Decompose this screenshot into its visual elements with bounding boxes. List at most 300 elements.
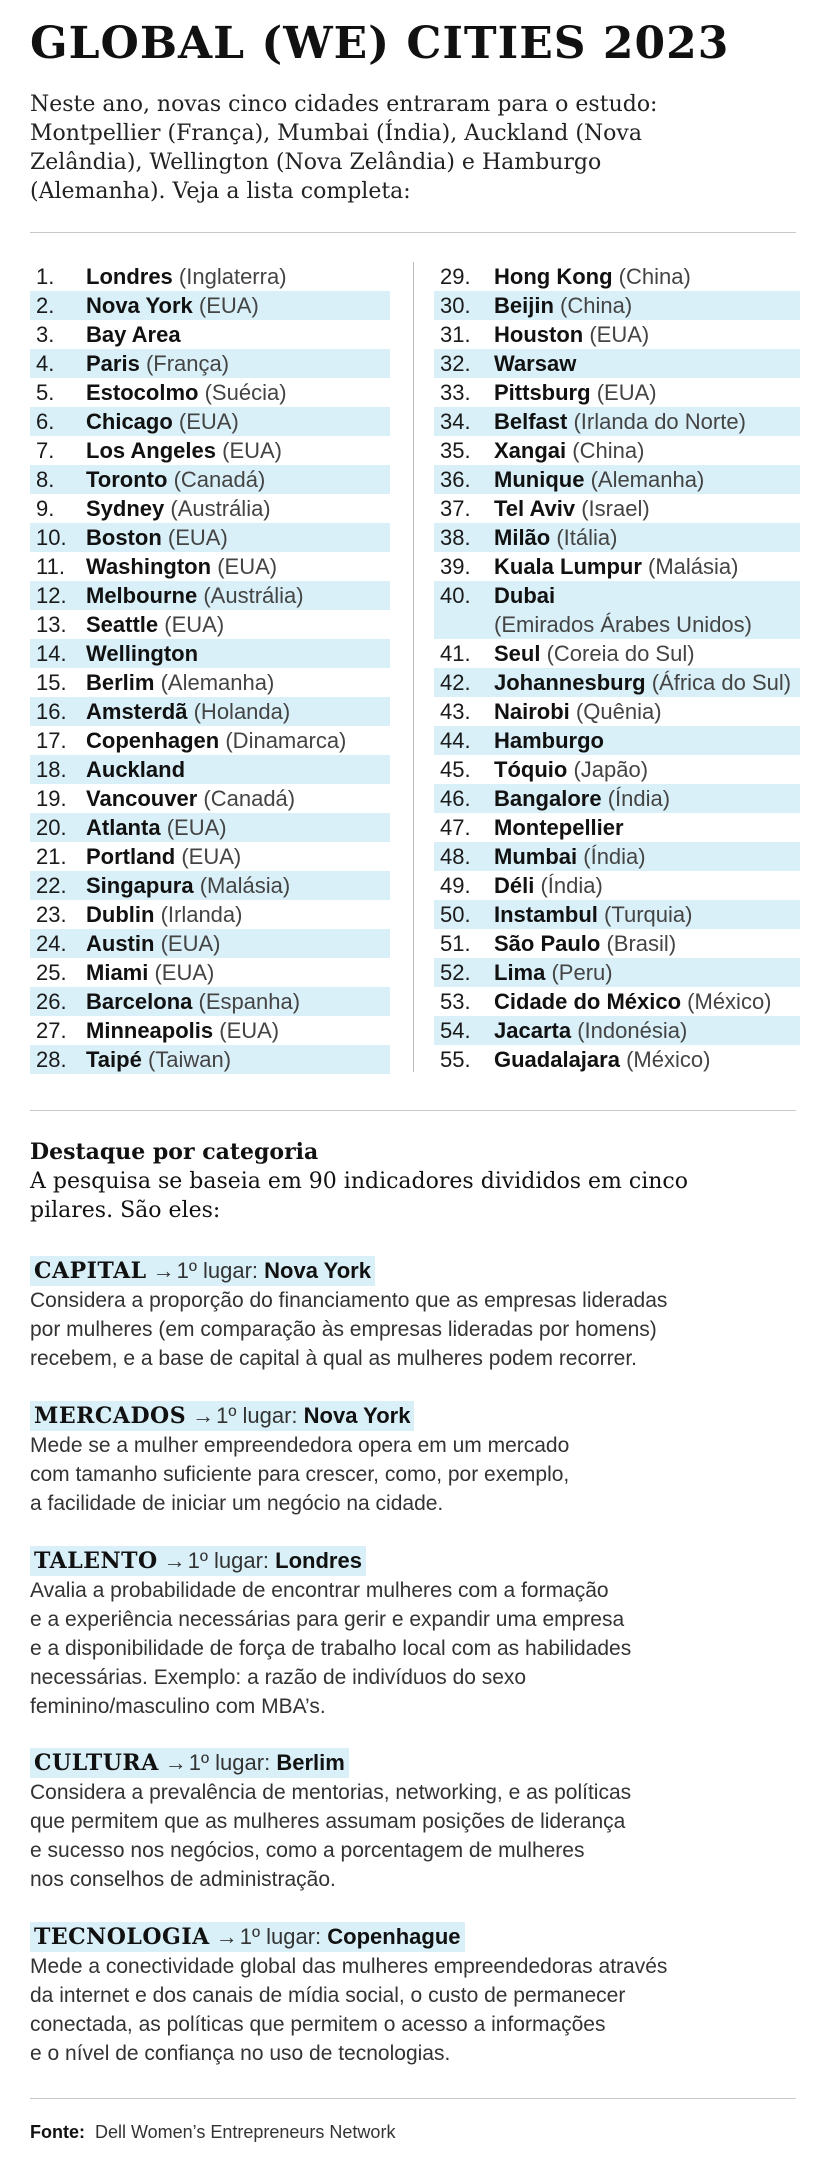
ranking-row bbox=[30, 262, 390, 291]
city-name: Kuala Lumpur bbox=[494, 554, 642, 579]
ranking-position: 16. bbox=[36, 699, 67, 724]
divider-top bbox=[30, 232, 796, 233]
category-description: Mede a conectividade global das mulheres empreendedoras através da internet e dos canais de mídia social, o custo de permanecer conectada, as políticas que permitem o acesso a informações e o nível de confiança no uso de tecnologias. bbox=[30, 1955, 668, 2065]
city-name: Washington bbox=[86, 554, 212, 579]
ranking-position: 19. bbox=[36, 786, 67, 811]
city-name: Tel Aviv bbox=[494, 496, 576, 521]
ranking-row bbox=[434, 726, 800, 755]
city-name: Guadalajara bbox=[494, 1047, 620, 1072]
city-name: Xangai bbox=[494, 438, 567, 463]
ranking-entry bbox=[434, 262, 800, 291]
ranking-entry bbox=[434, 291, 800, 320]
ranking-position: 28. bbox=[36, 1047, 67, 1072]
country-name: (África do Sul) bbox=[651, 670, 792, 695]
ranking-row bbox=[30, 668, 390, 697]
category-capital bbox=[30, 1256, 790, 1373]
ranking-entry bbox=[30, 465, 390, 494]
arrow-right-icon: → bbox=[192, 1403, 215, 1428]
ranking-row bbox=[30, 378, 390, 407]
city-name: Portland bbox=[86, 844, 176, 869]
city-name: Nairobi bbox=[494, 699, 570, 724]
ranking-row bbox=[30, 610, 390, 639]
ranking-entry bbox=[30, 929, 390, 958]
city-name: Hamburgo bbox=[494, 728, 604, 753]
ranking-column-right bbox=[434, 262, 800, 1074]
ranking-row bbox=[434, 697, 800, 726]
ranking-position: 52. bbox=[440, 960, 471, 985]
ranking-row bbox=[434, 1045, 800, 1074]
ranking-position: 23. bbox=[36, 902, 67, 927]
city-name: Estocolmo bbox=[86, 380, 199, 405]
country-name: (EUA) bbox=[166, 815, 227, 840]
ranking-row bbox=[30, 552, 390, 581]
country-name: (Holanda) bbox=[193, 699, 291, 724]
source-label: Fonte: bbox=[30, 2122, 85, 2142]
ranking-entry bbox=[434, 987, 800, 1016]
city-name: Melbourne bbox=[86, 583, 198, 608]
city-name: Atlanta bbox=[86, 815, 161, 840]
ranking-position: 39. bbox=[440, 554, 471, 579]
categories-subheading: A pesquisa se baseia em 90 indicadores divididos em cinco pilares. São eles: bbox=[30, 1169, 688, 1223]
country-name: (Peru) bbox=[551, 960, 613, 985]
ranking-position: 44. bbox=[440, 728, 471, 753]
city-name: Austin bbox=[86, 931, 155, 956]
category-winner: Copenhague bbox=[327, 1924, 461, 1949]
place-label: 1º lugar: bbox=[239, 1924, 322, 1949]
ranking-position: 34. bbox=[440, 409, 471, 434]
city-name: Vancouver bbox=[86, 786, 198, 811]
city-name: Bangalore bbox=[494, 786, 602, 811]
ranking-row bbox=[434, 407, 800, 436]
ranking-entry bbox=[30, 726, 390, 755]
ranking-entry bbox=[434, 407, 800, 436]
city-name: Seattle bbox=[86, 612, 159, 637]
country-name: (Alemanha) bbox=[590, 467, 705, 492]
ranking-position: 10. bbox=[36, 525, 67, 550]
ranking-row bbox=[434, 320, 800, 349]
ranking-position: 2. bbox=[36, 293, 55, 318]
ranking-position: 18. bbox=[36, 757, 67, 782]
city-name: Barcelona bbox=[86, 989, 193, 1014]
ranking-row bbox=[30, 784, 390, 813]
city-name: Londres bbox=[86, 264, 173, 289]
category-name: TECNOLOGIA bbox=[34, 1924, 210, 1950]
country-name: (Suécia) bbox=[204, 380, 287, 405]
city-name: Houston bbox=[494, 322, 584, 347]
city-name: Johannesburg bbox=[494, 670, 646, 695]
ranking-row bbox=[434, 842, 800, 871]
ranking-row bbox=[434, 494, 800, 523]
arrow-right-icon: → bbox=[163, 1548, 186, 1573]
ranking-entry bbox=[30, 291, 390, 320]
country-name: (Alemanha) bbox=[160, 670, 275, 695]
ranking-position: 1. bbox=[36, 264, 55, 289]
ranking-row bbox=[30, 987, 390, 1016]
ranking-position: 33. bbox=[440, 380, 471, 405]
country-name: (EUA) bbox=[217, 554, 278, 579]
ranking-entry bbox=[434, 523, 800, 552]
category-header bbox=[30, 1546, 366, 1576]
ranking-entry bbox=[434, 726, 800, 755]
country-name: (Canadá) bbox=[173, 467, 266, 492]
country-name: (França) bbox=[145, 351, 230, 376]
ranking-entry bbox=[30, 813, 390, 842]
category-description: Mede se a mulher empreendedora opera em um mercado com tamanho suficiente para crescer, como, por exemplo, a facilidade de iniciar um negócio na cidade. bbox=[30, 1434, 570, 1515]
ranking-entry bbox=[434, 668, 800, 697]
ranking-position: 43. bbox=[440, 699, 471, 724]
city-name: Bay Area bbox=[86, 322, 181, 347]
ranking-entry bbox=[30, 639, 390, 668]
ranking-row bbox=[434, 813, 800, 842]
ranking-entry bbox=[30, 320, 390, 349]
ranking-row bbox=[434, 639, 800, 668]
ranking-position: 42. bbox=[440, 670, 471, 695]
city-name: Wellington bbox=[86, 641, 199, 666]
city-name: Tóquio bbox=[494, 757, 568, 782]
country-name: (Turquia) bbox=[604, 902, 693, 927]
ranking-position: 30. bbox=[440, 293, 471, 318]
ranking-row bbox=[434, 552, 800, 581]
city-name: Beijin bbox=[494, 293, 554, 318]
ranking-column-left bbox=[30, 262, 390, 1074]
ranking-entry bbox=[434, 1045, 800, 1074]
ranking-position: 9. bbox=[36, 496, 55, 521]
country-name: (EUA) bbox=[589, 322, 650, 347]
ranking-position: 50. bbox=[440, 902, 471, 927]
ranking-entry bbox=[30, 610, 390, 639]
city-name: Singapura bbox=[86, 873, 194, 898]
country-name: (Indonésia) bbox=[577, 1018, 688, 1043]
ranking-entry bbox=[434, 465, 800, 494]
ranking-row bbox=[30, 465, 390, 494]
ranking-position: 15. bbox=[36, 670, 67, 695]
ranking-position: 48. bbox=[440, 844, 471, 869]
ranking-position: 14. bbox=[36, 641, 67, 666]
city-name: Minneapolis bbox=[86, 1018, 214, 1043]
ranking-row bbox=[30, 320, 390, 349]
ranking-entry bbox=[30, 1016, 390, 1045]
country-name: (Itália) bbox=[556, 525, 618, 550]
category-description: Considera a prevalência de mentorias, networking, e as políticas que permitem que as mulheres assumam posições de liderança e sucesso nos negócios, como a porcentagem de mulheres nos conselhos de administração. bbox=[30, 1781, 632, 1891]
ranking-row bbox=[30, 523, 390, 552]
ranking-row bbox=[30, 349, 390, 378]
ranking-row bbox=[30, 726, 390, 755]
ranking-row bbox=[30, 1045, 390, 1074]
country-name: (China) bbox=[560, 293, 633, 318]
ranking-position: 53. bbox=[440, 989, 471, 1014]
country-name: (EUA) bbox=[164, 612, 225, 637]
ranking-position: 31. bbox=[440, 322, 471, 347]
ranking-position: 32. bbox=[440, 351, 471, 376]
ranking-position: 49. bbox=[440, 873, 471, 898]
ranking-position: 38. bbox=[440, 525, 471, 550]
ranking-entry bbox=[30, 407, 390, 436]
source-text: Dell Women’s Entrepreneurs Network bbox=[94, 2122, 396, 2142]
ranking-row bbox=[434, 668, 800, 697]
city-name: São Paulo bbox=[494, 931, 601, 956]
divider-bottom bbox=[30, 2098, 796, 2099]
ranking-entry bbox=[434, 755, 800, 784]
city-name: Auckland bbox=[86, 757, 186, 782]
city-name: Instambul bbox=[494, 902, 598, 927]
arrow-right-icon: → bbox=[164, 1750, 187, 1775]
city-name: Déli bbox=[494, 873, 535, 898]
city-name: Dublin bbox=[86, 902, 155, 927]
category-header bbox=[30, 1748, 349, 1778]
ranking-entry bbox=[434, 378, 800, 407]
ranking-position: 29. bbox=[440, 264, 471, 289]
country-name: (China) bbox=[618, 264, 691, 289]
ranking-position: 47. bbox=[440, 815, 471, 840]
ranking-row bbox=[434, 436, 800, 465]
city-name: Milão bbox=[494, 525, 551, 550]
ranking-entry bbox=[30, 697, 390, 726]
country-name: (México) bbox=[626, 1047, 711, 1072]
ranking-row bbox=[434, 929, 800, 958]
ranking-row bbox=[30, 639, 390, 668]
ranking-entry bbox=[30, 900, 390, 929]
ranking-entry bbox=[30, 987, 390, 1016]
country-name: (Espanha) bbox=[198, 989, 301, 1014]
ranking-entry bbox=[434, 1016, 800, 1045]
country-name: (Malásia) bbox=[648, 554, 739, 579]
ranking-row bbox=[30, 436, 390, 465]
ranking-position: 11. bbox=[36, 554, 65, 579]
place-label: 1º lugar: bbox=[216, 1403, 298, 1428]
country-name: (EUA) bbox=[219, 1018, 280, 1043]
ranking-row bbox=[30, 958, 390, 987]
ranking-position: 27. bbox=[36, 1018, 67, 1043]
arrow-right-icon: → bbox=[152, 1258, 175, 1283]
page-title: GLOBAL (WE) CITIES 2023 bbox=[30, 18, 730, 69]
city-name: Mumbai bbox=[494, 844, 578, 869]
ranking-row bbox=[30, 581, 390, 610]
ranking-position: 25. bbox=[36, 960, 67, 985]
ranking-row bbox=[30, 755, 390, 784]
ranking-position: 22. bbox=[36, 873, 67, 898]
country-name: (Malásia) bbox=[199, 873, 291, 898]
ranking-entry bbox=[434, 349, 800, 378]
country-name: (Inglaterra) bbox=[178, 264, 287, 289]
ranking-row bbox=[434, 871, 800, 900]
ranking-row bbox=[434, 262, 800, 291]
ranking-position: 41. bbox=[440, 641, 471, 666]
category-winner: Londres bbox=[275, 1548, 362, 1573]
category-description: Avalia a probabilidade de encontrar mulheres com a formação e a experiência necessárias para gerir e expandir uma empresa e a disponibilidade de força de trabalho local com as habilidades necessárias. Exemplo: a razão de indivíduos do sexo feminino/masculino com MBA’s. bbox=[30, 1579, 632, 1718]
country-name: (EUA) bbox=[222, 438, 283, 463]
city-name: Amsterdã bbox=[86, 699, 188, 724]
ranking-row bbox=[30, 291, 390, 320]
country-name: (Índia) bbox=[540, 873, 603, 898]
country-name: (Taiwan) bbox=[147, 1047, 232, 1072]
place-label: 1º lugar: bbox=[188, 1750, 271, 1775]
category-name: CULTURA bbox=[34, 1750, 159, 1776]
city-name: Pittsburg bbox=[494, 380, 591, 405]
ranking-row bbox=[30, 900, 390, 929]
ranking-position: 17. bbox=[36, 728, 67, 753]
ranking-entry bbox=[30, 494, 390, 523]
country-name: (Índia) bbox=[607, 786, 671, 811]
ranking-position: 13. bbox=[36, 612, 67, 637]
ranking-row bbox=[434, 378, 800, 407]
ranking-row bbox=[434, 523, 800, 552]
country-name: (Dinamarca) bbox=[225, 728, 347, 753]
ranking-row bbox=[434, 349, 800, 378]
city-name: Copenhagen bbox=[86, 728, 220, 753]
category-name: MERCADOS bbox=[34, 1403, 187, 1429]
categories-section-title bbox=[30, 1138, 730, 1225]
ranking-row bbox=[434, 755, 800, 784]
city-name: Hong Kong bbox=[494, 264, 613, 289]
place-label: 1º lugar: bbox=[187, 1548, 270, 1573]
ranking-position: 55. bbox=[440, 1047, 471, 1072]
ranking-row bbox=[434, 581, 800, 639]
country-name: (EUA) bbox=[596, 380, 657, 405]
ranking-position: 36. bbox=[440, 467, 471, 492]
city-name: Dubai bbox=[494, 583, 556, 608]
ranking-row bbox=[434, 465, 800, 494]
ranking-entry bbox=[434, 929, 800, 958]
category-header bbox=[30, 1401, 414, 1431]
country-name: (EUA) bbox=[154, 960, 215, 985]
categories-heading: Destaque por categoria bbox=[30, 1139, 319, 1165]
category-name: TALENTO bbox=[34, 1548, 158, 1574]
ranking-entry bbox=[434, 639, 800, 668]
ranking-entry bbox=[30, 784, 390, 813]
country-name: (Índia) bbox=[583, 844, 646, 869]
country-name: (Coreia do Sul) bbox=[546, 641, 695, 666]
city-name: Los Angeles bbox=[86, 438, 216, 463]
ranking-entry bbox=[434, 581, 800, 639]
city-name: Cidade do México bbox=[494, 989, 682, 1014]
ranking-entry bbox=[30, 958, 390, 987]
country-name: (Irlanda do Norte) bbox=[573, 409, 746, 434]
ranking-row bbox=[434, 987, 800, 1016]
ranking-row bbox=[30, 929, 390, 958]
category-winner: Nova York bbox=[303, 1403, 411, 1428]
country-name: (Canadá) bbox=[203, 786, 296, 811]
ranking-entry bbox=[30, 436, 390, 465]
country-name: (EUA) bbox=[167, 525, 228, 550]
ranking-position: 51. bbox=[440, 931, 471, 956]
ranking-entry bbox=[30, 871, 390, 900]
category-winner: Nova York bbox=[264, 1258, 371, 1283]
ranking-position: 54. bbox=[440, 1018, 471, 1043]
ranking-entry bbox=[434, 784, 800, 813]
ranking-entry bbox=[30, 552, 390, 581]
city-name: Montepellier bbox=[494, 815, 624, 840]
ranking-entry bbox=[30, 523, 390, 552]
ranking-position: 24. bbox=[36, 931, 67, 956]
ranking-entry bbox=[434, 842, 800, 871]
country-name: (Brasil) bbox=[606, 931, 677, 956]
category-mercados bbox=[30, 1401, 790, 1518]
city-name: Warsaw bbox=[494, 351, 577, 376]
ranking-position: 21. bbox=[36, 844, 67, 869]
city-name: Belfast bbox=[494, 409, 568, 434]
city-name: Sydney bbox=[86, 496, 165, 521]
country-name: (Japão) bbox=[573, 757, 649, 782]
country-name: (Austrália) bbox=[203, 583, 304, 608]
ranking-entry bbox=[30, 378, 390, 407]
city-name: Chicago bbox=[86, 409, 173, 434]
ranking-row bbox=[30, 842, 390, 871]
country-name: (Emirados Árabes Unidos) bbox=[494, 612, 752, 637]
city-name: Jacarta bbox=[494, 1018, 572, 1043]
ranking-entry bbox=[30, 1045, 390, 1074]
ranking-entry bbox=[434, 436, 800, 465]
intro-text: Neste ano, novas cinco cidades entraram para o estudo: Montpellier (França), Mumbai (Índia), Auckland (Nova Zelândia), Wellington (Nova Zelândia) e Hamburgo (Alemanha). Veja a lista completa: bbox=[30, 92, 658, 204]
country-name: (EUA) bbox=[181, 844, 242, 869]
ranking-entry bbox=[434, 552, 800, 581]
country-name: (EUA) bbox=[198, 293, 259, 318]
ranking-position: 12. bbox=[36, 583, 67, 608]
ranking-position: 20. bbox=[36, 815, 67, 840]
source-credit bbox=[30, 2122, 395, 2143]
country-name: (Quênia) bbox=[575, 699, 662, 724]
ranking-position: 40. bbox=[440, 583, 471, 608]
divider-middle bbox=[30, 1110, 796, 1111]
category-talento bbox=[30, 1546, 790, 1721]
city-name: Miami bbox=[86, 960, 149, 985]
category-header bbox=[30, 1922, 465, 1952]
category-cultura bbox=[30, 1748, 790, 1894]
ranking-position: 6. bbox=[36, 409, 55, 434]
ranking-entry bbox=[434, 320, 800, 349]
country-name: (China) bbox=[572, 438, 645, 463]
category-name: CAPITAL bbox=[34, 1258, 147, 1284]
category-header bbox=[30, 1256, 375, 1286]
ranking-row bbox=[434, 958, 800, 987]
ranking-entry bbox=[434, 958, 800, 987]
category-tecnologia bbox=[30, 1922, 790, 2068]
ranking-entry bbox=[30, 842, 390, 871]
city-name: Toronto bbox=[86, 467, 168, 492]
ranking-position: 45. bbox=[440, 757, 471, 782]
country-name: (Irlanda) bbox=[160, 902, 243, 927]
city-name: Seul bbox=[494, 641, 541, 666]
ranking-position: 5. bbox=[36, 380, 55, 405]
ranking-row bbox=[30, 407, 390, 436]
ranking-row bbox=[434, 784, 800, 813]
city-name: Paris bbox=[86, 351, 140, 376]
ranking-entry bbox=[434, 813, 800, 842]
ranking-row bbox=[30, 1016, 390, 1045]
ranking-entry bbox=[434, 871, 800, 900]
arrow-right-icon: → bbox=[215, 1924, 238, 1949]
ranking-position: 8. bbox=[36, 467, 55, 492]
city-name: Berlim bbox=[86, 670, 155, 695]
ranking-entry bbox=[30, 349, 390, 378]
ranking-entry bbox=[30, 581, 390, 610]
column-divider bbox=[413, 262, 414, 1072]
ranking-entry bbox=[30, 755, 390, 784]
country-name: (México) bbox=[687, 989, 772, 1014]
ranking-position: 4. bbox=[36, 351, 55, 376]
ranking-entry bbox=[434, 697, 800, 726]
ranking-position: 26. bbox=[36, 989, 67, 1014]
ranking-position: 35. bbox=[440, 438, 471, 463]
ranking-row bbox=[30, 813, 390, 842]
ranking-row bbox=[434, 1016, 800, 1045]
place-label: 1º lugar: bbox=[176, 1258, 259, 1283]
category-description: Considera a proporção do financiamento que as empresas lideradas por mulheres (em comparação às empresas lideradas por homens) recebem, e a base de capital à qual as mulheres podem recorrer. bbox=[30, 1289, 668, 1370]
ranking-position: 46. bbox=[440, 786, 471, 811]
ranking-row bbox=[30, 871, 390, 900]
city-name: Taipé bbox=[86, 1047, 142, 1072]
ranking-position: 37. bbox=[440, 496, 471, 521]
ranking-row bbox=[30, 697, 390, 726]
